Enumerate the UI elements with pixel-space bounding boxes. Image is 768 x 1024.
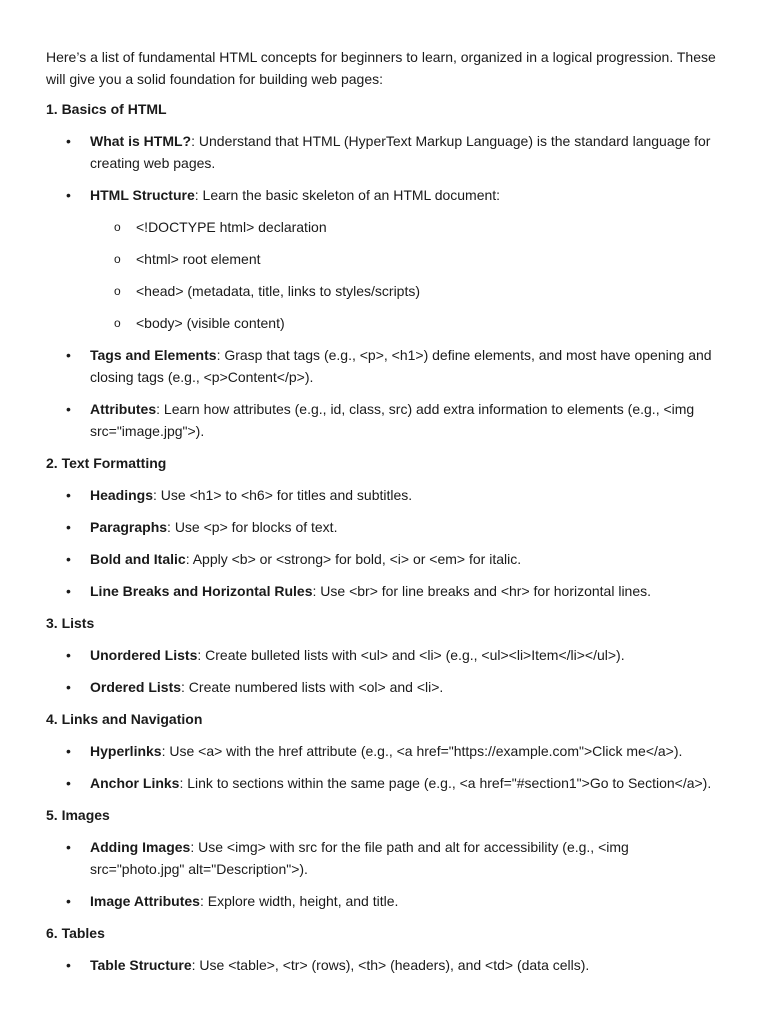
item-desc: : Create bulleted lists with <ul> and <li> (e.g., <ul><li>Item</li></ul>).	[197, 647, 625, 663]
item-desc: : Apply <b> or <strong> for bold, <i> or <em> for italic.	[185, 551, 522, 567]
bullet-list	[46, 644, 724, 698]
list-item	[46, 580, 724, 602]
item-term: HTML Structure	[90, 187, 195, 203]
list-item	[46, 954, 724, 976]
item-desc: : Use <h1> to <h6> for titles and subtitles.	[153, 487, 413, 503]
item-term: Adding Images	[90, 839, 191, 855]
item-desc: : Use <br> for line breaks and <hr> for horizontal lines.	[312, 583, 652, 599]
section-text-formatting	[46, 452, 724, 602]
section-heading: 4. Links and Navigation	[46, 711, 203, 727]
section-tables	[46, 922, 724, 976]
item-desc: : Create numbered lists with <ol> and <li>.	[181, 679, 444, 695]
section-heading: 5. Images	[46, 807, 110, 823]
bullet-list	[46, 740, 724, 794]
section-lists	[46, 612, 724, 698]
item-term: Ordered Lists	[90, 679, 182, 695]
list-item	[46, 644, 724, 666]
section-heading: 2. Text Formatting	[46, 455, 167, 471]
section-heading: 6. Tables	[46, 925, 105, 941]
list-item	[46, 772, 724, 794]
list-item	[46, 548, 724, 570]
item-term: Table Structure	[90, 957, 192, 973]
item-term: Paragraphs	[90, 519, 168, 535]
section-basics	[46, 98, 724, 442]
list-item	[46, 516, 724, 538]
item-desc: : Understand that HTML (HyperText Markup Language) is the standard language for creating web pages.	[90, 133, 711, 171]
list-item	[46, 676, 724, 698]
item-term: What is HTML?	[90, 133, 192, 149]
sub-list-item: o <!DOCTYPE html> declaration	[90, 216, 724, 238]
bullet-list	[46, 130, 724, 442]
item-term: Bold and Italic	[90, 551, 186, 567]
sub-list-item: o <body> (visible content)	[90, 312, 724, 334]
section-heading: 3. Lists	[46, 615, 95, 631]
item-term: Anchor Links	[90, 775, 180, 791]
list-item	[46, 130, 724, 174]
list-item	[46, 344, 724, 388]
item-term: Tags and Elements	[90, 347, 217, 363]
list-item	[46, 398, 724, 442]
bullet-list	[46, 484, 724, 602]
list-item	[46, 836, 724, 880]
sub-list	[90, 216, 724, 334]
item-desc: : Use <p> for blocks of text.	[167, 519, 338, 535]
item-term: Attributes	[90, 401, 157, 417]
item-term: Line Breaks and Horizontal Rules	[90, 583, 313, 599]
bullet-list	[46, 836, 724, 912]
sub-list-item: o <head> (metadata, title, links to styles/scripts)	[90, 280, 724, 302]
section-heading: 1. Basics of HTML	[46, 101, 167, 117]
item-desc: : Use <table>, <tr> (rows), <th> (headers), and <td> (data cells).	[191, 957, 590, 973]
item-term: Hyperlinks	[90, 743, 162, 759]
item-term: Headings	[90, 487, 154, 503]
item-term: Image Attributes	[90, 893, 200, 909]
item-desc: : Learn the basic skeleton of an HTML document:	[194, 187, 501, 203]
item-desc: : Grasp that tags (e.g., <p>, <h1>) define elements, and most have opening and closing tags (e.g., <p>Content</p>).	[90, 347, 712, 385]
list-item	[46, 484, 724, 506]
list-item	[46, 890, 724, 912]
item-desc: : Use <a> with the href attribute (e.g., <a href="https://example.com">Click me</a>).	[161, 743, 683, 759]
item-term: Unordered Lists	[90, 647, 198, 663]
bullet-list	[46, 954, 724, 976]
item-desc: : Learn how attributes (e.g., id, class, src) add extra information to elements (e.g., <img src="image.jpg">).	[90, 401, 695, 439]
list-item	[46, 184, 724, 334]
item-desc: : Link to sections within the same page (e.g., <a href="#section1">Go to Section</a>).	[179, 775, 712, 791]
section-links-navigation	[46, 708, 724, 794]
item-desc: : Use <img> with src for the file path and alt for accessibility (e.g., <img src="photo.jpg" alt="Description">).	[90, 839, 629, 877]
sub-list-item: o <html> root element	[90, 248, 724, 270]
intro-paragraph: Here’s a list of fundamental HTML concepts for beginners to learn, organized in a logical progression. These will give you a solid foundation for building web pages:	[46, 49, 716, 87]
item-desc: : Explore width, height, and title.	[199, 893, 399, 909]
section-images	[46, 804, 724, 912]
list-item	[46, 740, 724, 762]
